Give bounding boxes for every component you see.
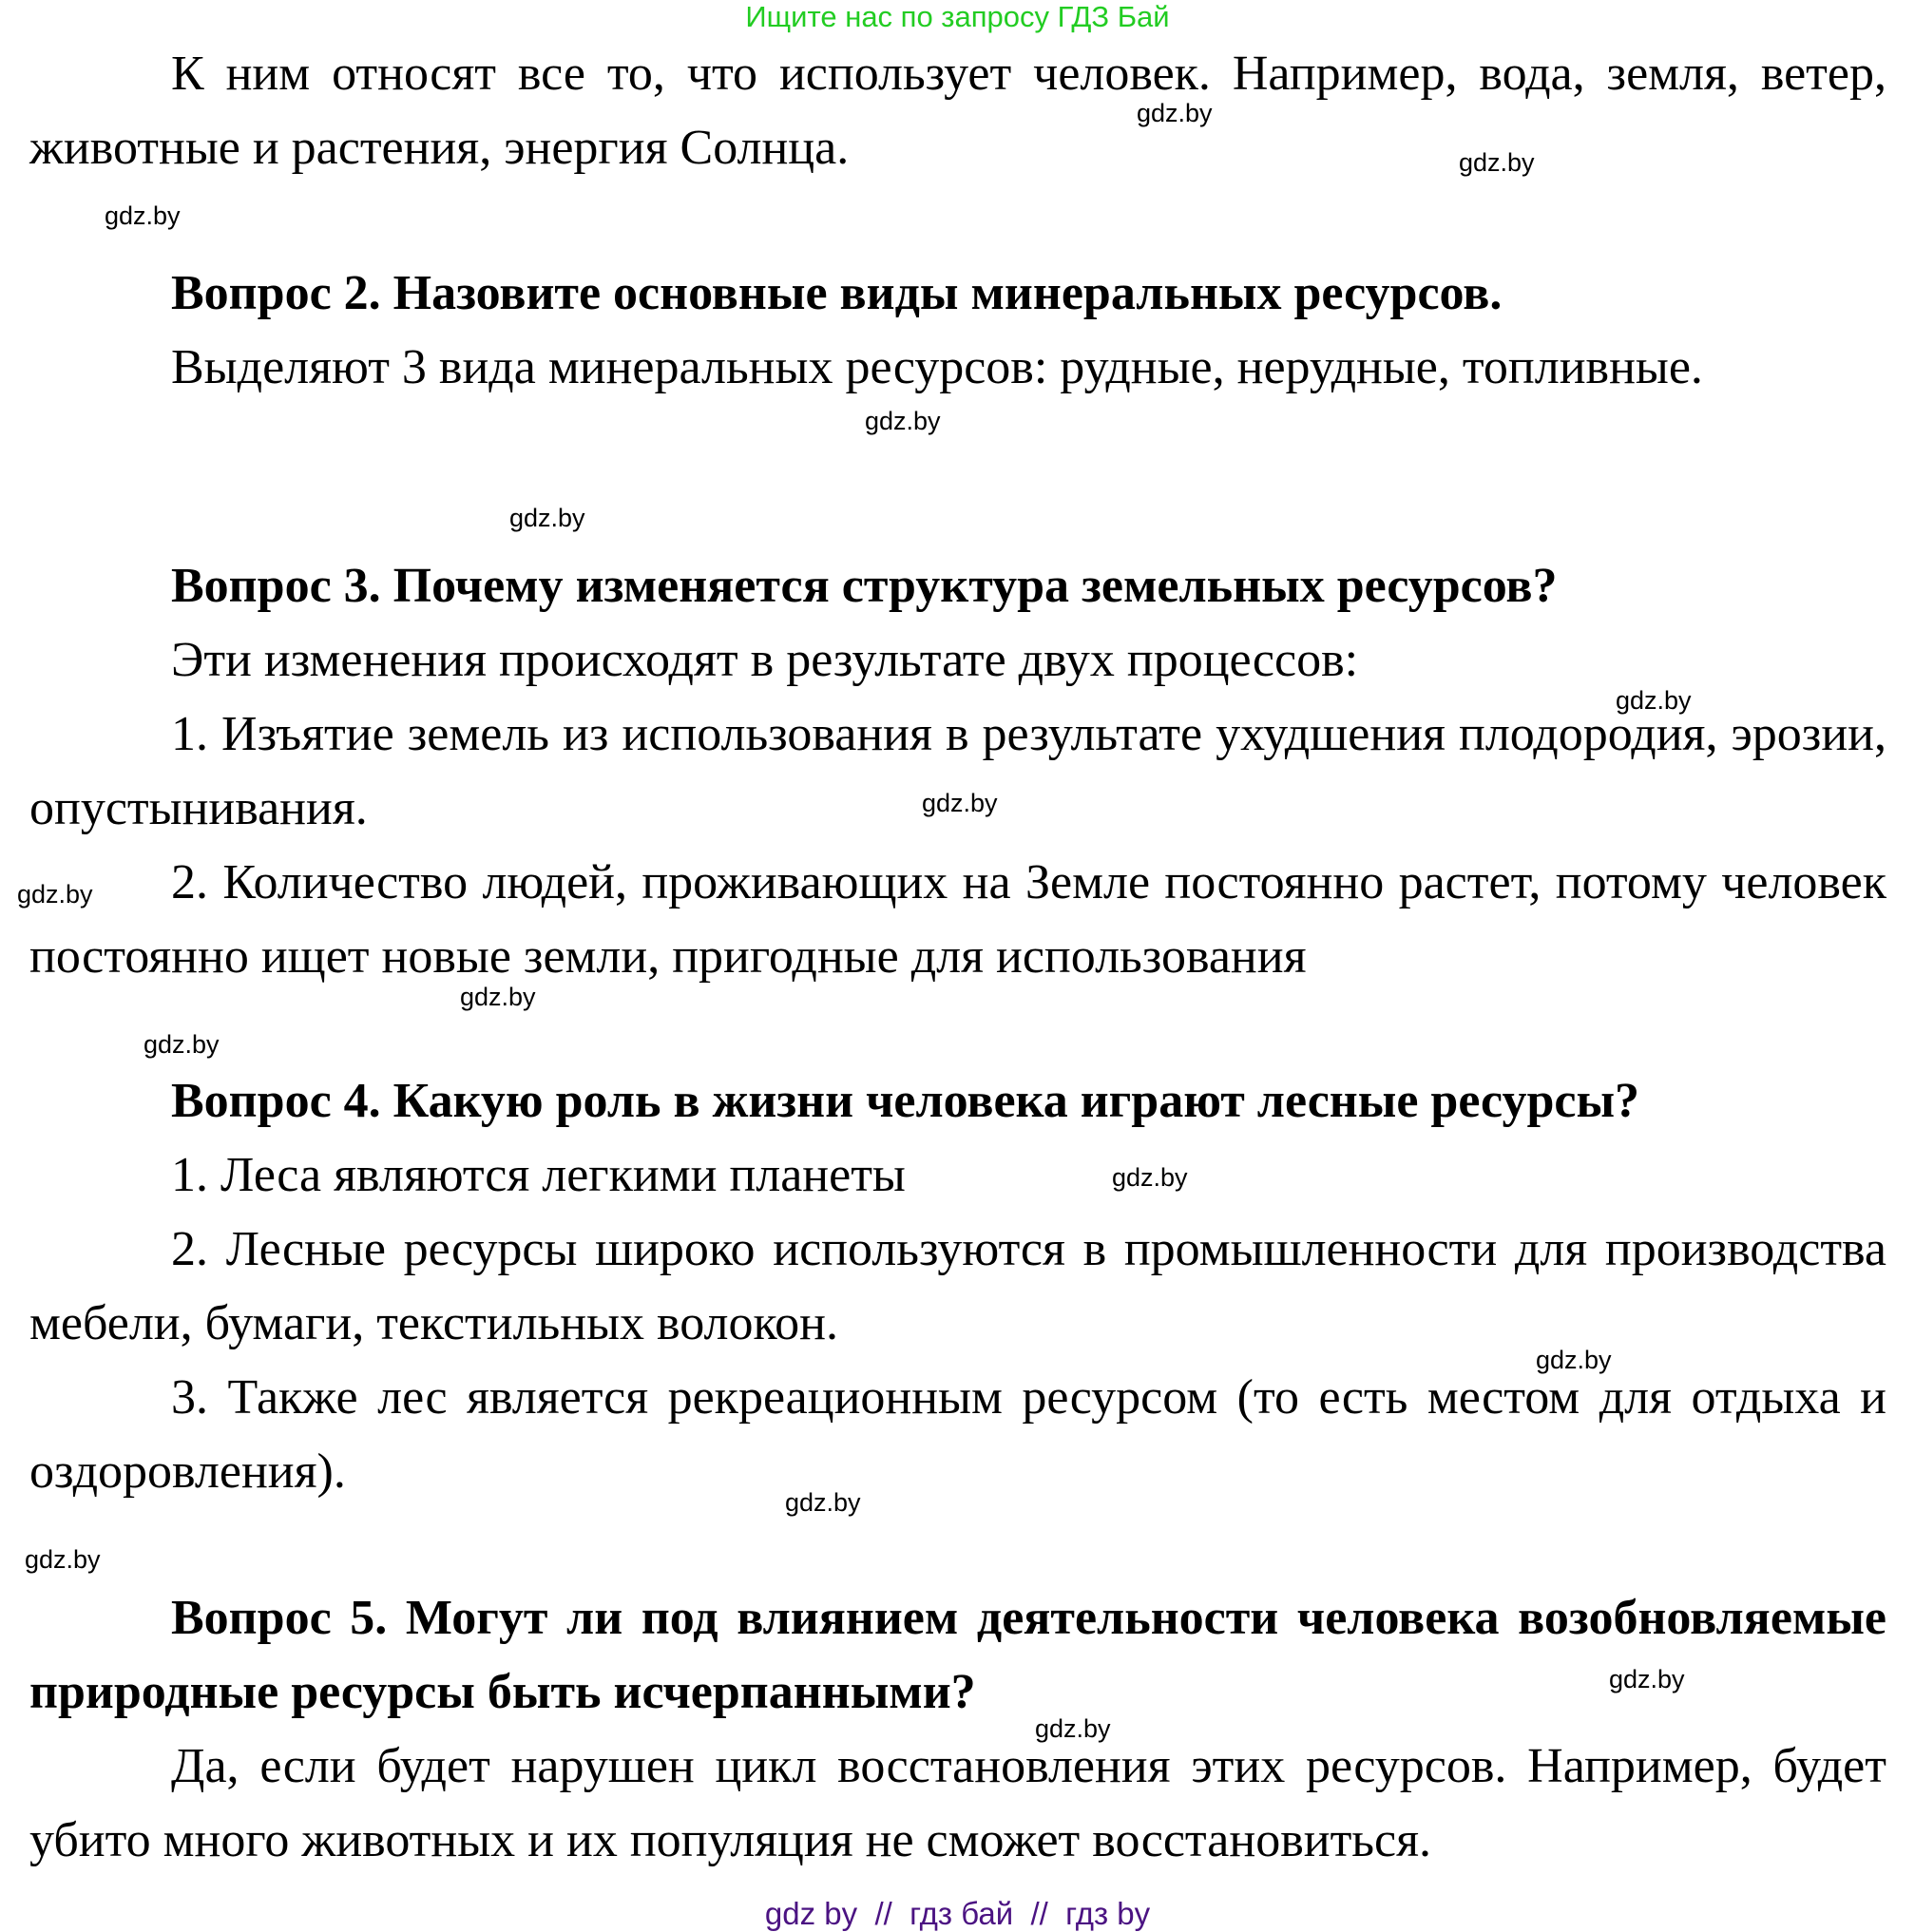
- watermark: gdz.by: [922, 789, 998, 817]
- watermark: gdz.by: [144, 1030, 220, 1059]
- watermark: gdz.by: [1459, 148, 1535, 177]
- watermark: gdz.by: [1137, 99, 1213, 127]
- search-hint-banner: Ищите нас по запросу ГДЗ Бай: [745, 0, 1170, 33]
- answer-4-item-3: 3. Также лес является рекреационным ресурсом (то есть местом для отдыха и оздоровления).: [29, 1370, 1886, 1499]
- watermark: gdz.by: [865, 407, 941, 435]
- watermark: gdz.by: [509, 504, 585, 532]
- watermark: gdz.by: [785, 1488, 861, 1517]
- watermark: gdz.by: [105, 201, 181, 230]
- answer-4-item-2: 2. Лесные ресурсы широко используются в промышленности для производства мебели, бумаги, текстильных волокон.: [29, 1222, 1886, 1350]
- answer-3-item-2: 2. Количество людей, проживающих на Земле постоянно растет, потому человек постоянно ищет новые земли, пригодные для использования: [29, 855, 1886, 984]
- answer-4-item-1: 1. Леса являются легкими планеты: [171, 1148, 906, 1202]
- answer-3-intro: Эти изменения происходят в результате двух процессов:: [171, 633, 1359, 687]
- watermark: gdz.by: [17, 880, 93, 909]
- watermark: gdz.by: [1112, 1163, 1188, 1192]
- watermark: gdz.by: [25, 1545, 101, 1574]
- footer-watermark: gdz by // гдз бай // гдз by: [764, 1896, 1151, 1931]
- question-4-heading: Вопрос 4. Какую роль в жизни человека играют лесные ресурсы?: [171, 1074, 1640, 1128]
- answer-2-paragraph: Выделяют 3 вида минеральных ресурсов: рудные, нерудные, топливные.: [171, 340, 1703, 394]
- answer-1-paragraph: К ним относят все то, что использует человек. Например, вода, земля, ветер, животные и растения, энергия Солнца.: [29, 47, 1886, 175]
- watermark: gdz.by: [1616, 686, 1692, 715]
- watermark: gdz.by: [460, 983, 536, 1011]
- question-2-heading: Вопрос 2. Назовите основные виды минеральных ресурсов.: [171, 266, 1503, 320]
- question-5-heading: Вопрос 5. Могут ли под влиянием деятельности человека возобновляемые природные ресурсы быть исчерпанными?: [29, 1591, 1886, 1719]
- watermark: gdz.by: [1536, 1346, 1612, 1374]
- watermark: gdz.by: [1609, 1665, 1685, 1693]
- question-3-heading: Вопрос 3. Почему изменяется структура земельных ресурсов?: [171, 559, 1558, 613]
- answer-5-paragraph: Да, если будет нарушен цикл восстановления этих ресурсов. Например, будет убито много животных и их популяция не сможет восстановиться.: [29, 1739, 1886, 1867]
- watermark: gdz.by: [1035, 1714, 1111, 1743]
- answer-3-item-1: 1. Изъятие земель из использования в результате ухудшения плодородия, эрозии, опустынивания.: [29, 707, 1886, 835]
